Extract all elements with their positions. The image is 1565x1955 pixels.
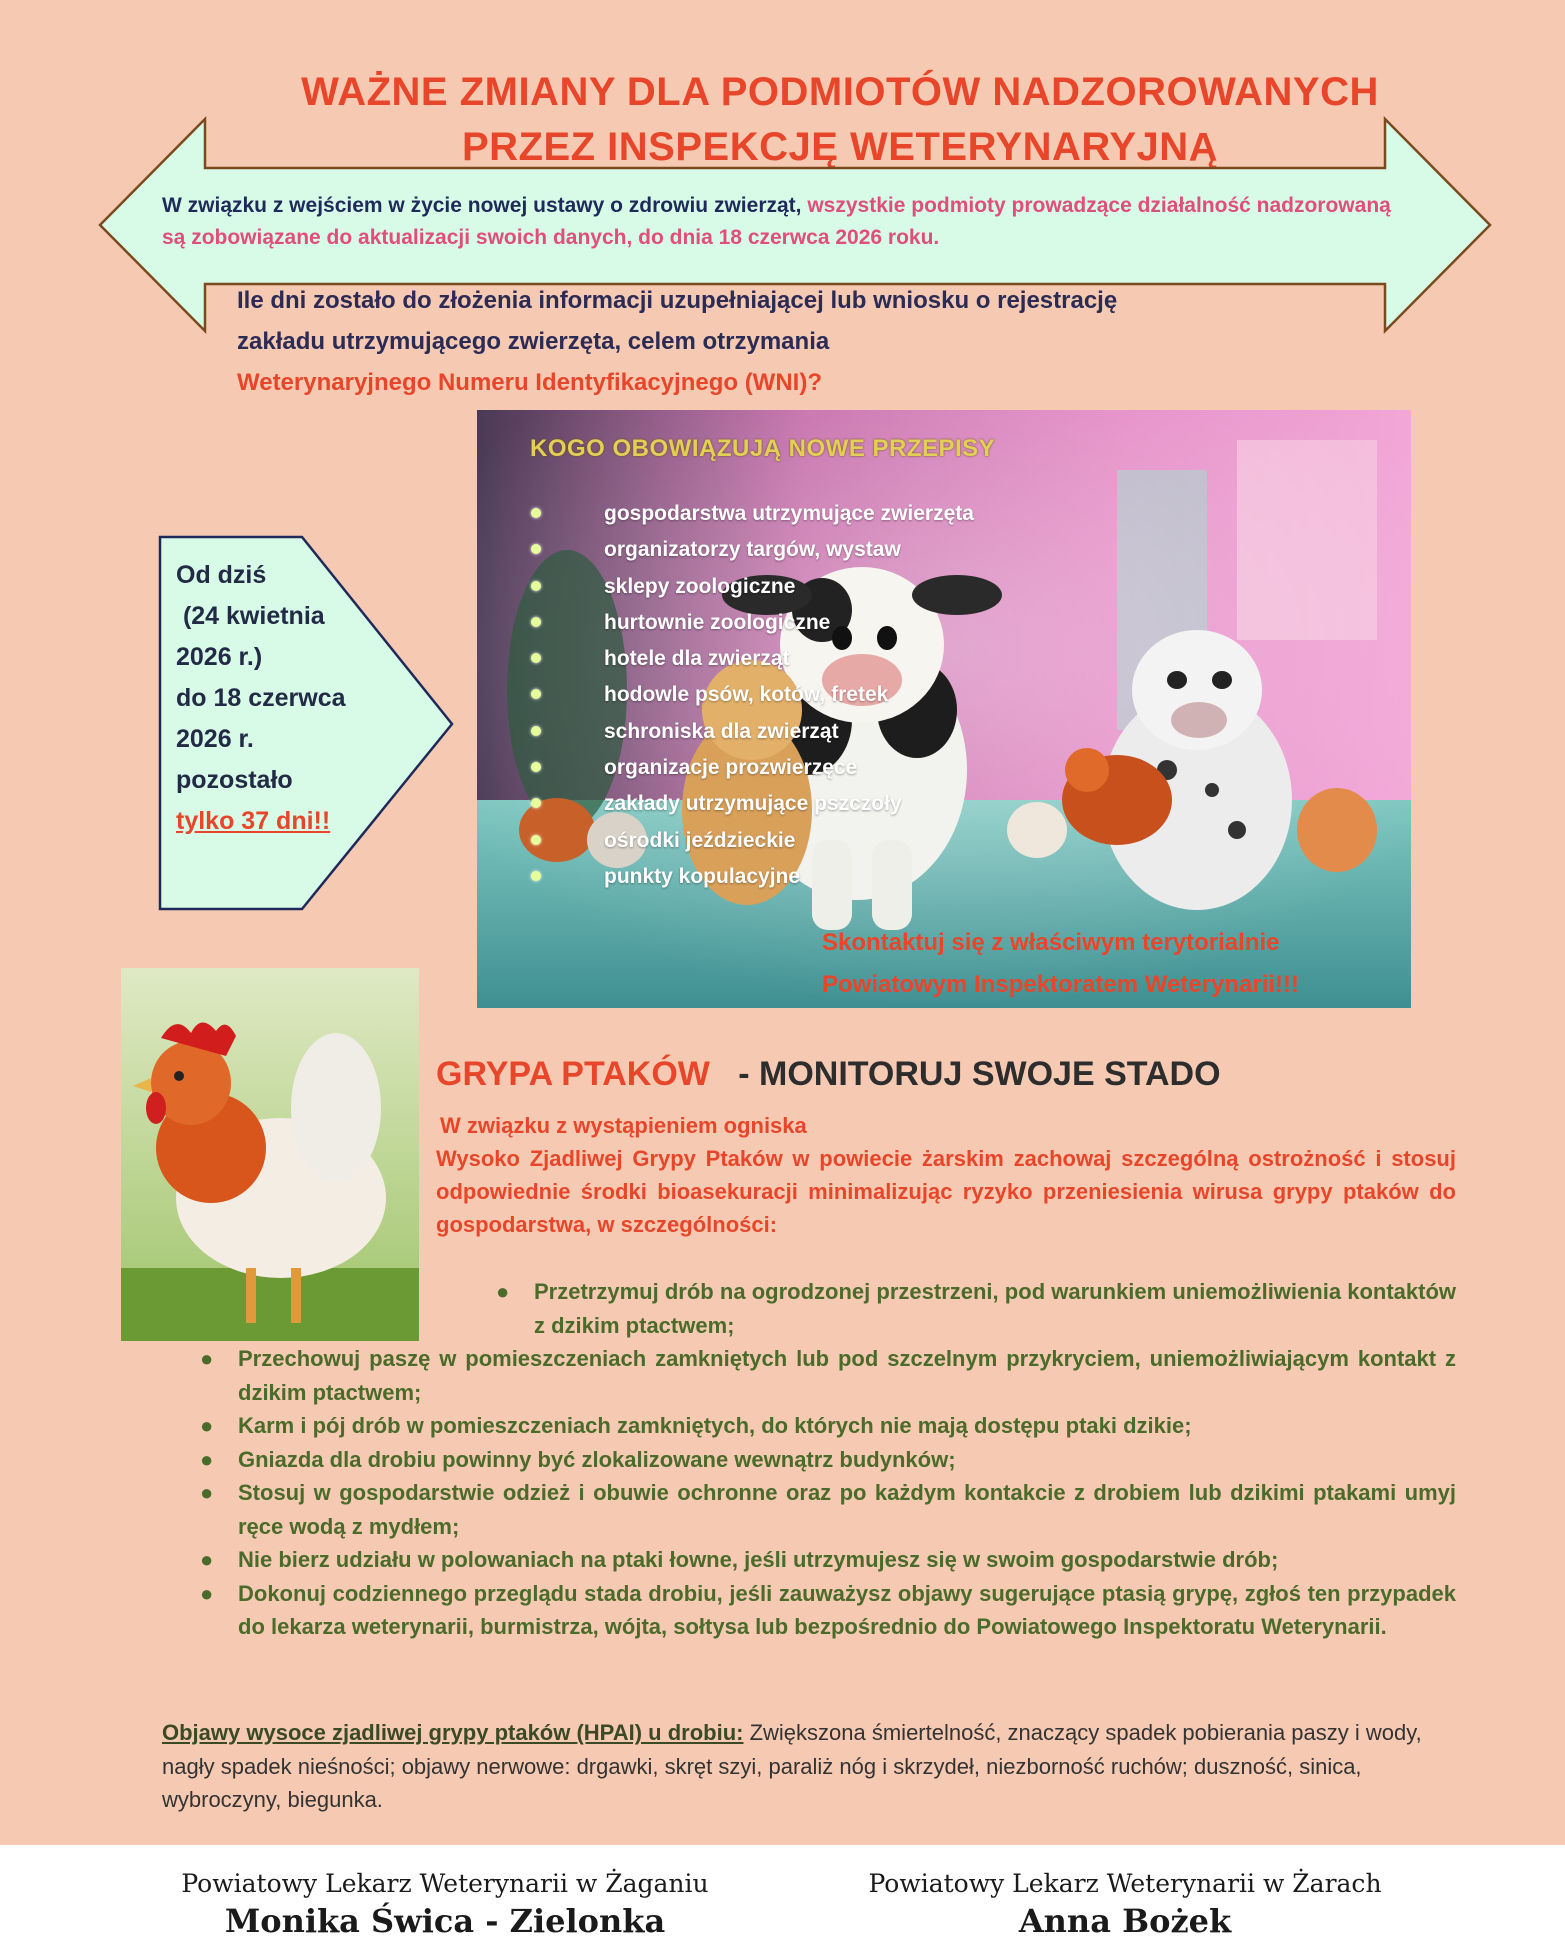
list-item: sklepy zoologiczne [528, 575, 974, 611]
bullet-icon [531, 508, 541, 518]
bullet-icon [531, 762, 541, 772]
list-item: hotele dla zwierząt [528, 647, 974, 683]
section-title [436, 1055, 1221, 1094]
contact-line2: Powiatowym Inspektoratem Weterynarii!!! [822, 971, 1299, 998]
grypa-intro [436, 1109, 1456, 1241]
list-item: ● Karm i pój drób w pomieszczeniach zamkniętych, do których nie mają dostępu ptaki dzikie; [200, 1409, 1456, 1443]
bullet-icon [531, 653, 541, 663]
bullet-icon [531, 689, 541, 699]
section-title-red: GRYPA PTAKÓW [436, 1055, 710, 1093]
signature-role: Powiatowy Lekarz Weterynarii w Żaganiu [181, 1869, 709, 1898]
bullet-icon [531, 581, 541, 591]
countdown-days-left: tylko 37 dni!! [176, 807, 331, 835]
bullet-icon: ● [496, 1279, 510, 1304]
arrow-banner-text [162, 190, 1402, 254]
list-item: ● Stosuj w gospodarstwie odzież i obuwie ochronne oraz po każdym kontakcie z drobiem lub dzikimi ptakami umyj ręce wodą z mydłem; [200, 1476, 1456, 1543]
list-item: organizacje prozwierzęce [528, 756, 974, 792]
list-item: hurtownie zoologiczne [528, 611, 974, 647]
list-item: ● Przechowuj paszę w pomieszczeniach zamkniętych lub pod szczelnym przykryciem, uniemożliwiającym kontakt z dzikim ptactwem; [200, 1342, 1456, 1409]
page-title-line2: PRZEZ INSPEKCJĘ WETERYNARYJNĄ [461, 125, 1219, 169]
countdown-text [176, 555, 396, 842]
list-item: ośrodki jeździeckie [528, 829, 974, 865]
biosecurity-list [200, 1275, 1456, 1644]
list-item: punkty kopulacyjne [528, 865, 974, 901]
signature-role: Powiatowy Lekarz Weterynarii w Żarach [868, 1869, 1382, 1898]
countdown-l1: Od dziś [176, 561, 267, 589]
contact-line1: Skontaktuj się z właściwym terytorialnie [822, 929, 1280, 956]
contact-note [822, 922, 1299, 1006]
section-title-dark: - MONITORUJ SWOJE STADO [738, 1055, 1221, 1093]
list-item: ● Nie bierz udziału w polowaniach na ptaki łowne, jeśli utrzymujesz się w swoim gospodarstwie drób; [200, 1543, 1456, 1577]
bullet-icon [531, 871, 541, 881]
countdown-l3: 2026 r.) [176, 643, 263, 671]
list-item: gospodarstwa utrzymujące zwierzęta [528, 502, 974, 538]
question-line3: Weterynaryjnego Numeru Identyfikacyjnego (WNI)? [237, 369, 822, 396]
question-line2: zakładu utrzymującego zwierzęta, celem otrzymania [237, 328, 830, 355]
bullet-icon [531, 726, 541, 736]
countdown-l5: 2026 r. [176, 725, 254, 753]
list-item: zakłady utrzymujące pszczoły [528, 792, 974, 828]
signature-right [820, 1866, 1430, 1940]
countdown-l6: pozostało [176, 766, 293, 794]
symptoms-heading: Objawy wysoce zjadliwej grypy ptaków (HPAI) u drobiu: [162, 1720, 744, 1745]
question-block [237, 280, 1237, 403]
bullet-icon: ● [200, 1480, 214, 1505]
bullet-icon [531, 798, 541, 808]
bullet-icon [531, 544, 541, 554]
countdown-l2: (24 kwietnia [176, 602, 325, 630]
signature-name: Anna Bożek [1018, 1902, 1232, 1940]
bullet-icon: ● [200, 1580, 214, 1606]
symptoms-paragraph [162, 1716, 1422, 1817]
intro-text: Wysoko Zjadliwej Grypy Ptaków w powiecie żarskim zachowaj szczególną ostrożność i stosuj odpowiednie środki bioasekuracji minimalizując ryzyko przeniesienia wirusa grypy ptaków do gospodarstwa, w szczególności: [436, 1146, 1456, 1237]
signature-left [140, 1866, 750, 1940]
bullet-icon: ● [200, 1446, 214, 1472]
bullet-icon: ● [200, 1547, 214, 1572]
list-item: organizatorzy targów, wystaw [528, 538, 974, 574]
countdown-l4: do 18 czerwca [176, 684, 346, 712]
symptoms-text: Zwiększona śmiertelność, znaczący spadek pobierania paszy i wody, nagły spadek nieśności; objawy nerwowe: drgawki, skręt szyi, paraliż nóg i skrzydeł, niezborność ruchów; duszność, sinica, wybroczyny, biegunka. [162, 1720, 1422, 1812]
intro-line1: W związku z wystąpieniem ogniska [440, 1113, 807, 1138]
list-item: hodowle psów, kotów, fretek [528, 683, 974, 719]
question-line1: Ile dni zostało do złożenia informacji uzupełniającej lub wniosku o rejestrację [237, 287, 1118, 314]
who-title: KOGO OBOWIĄZUJĄ NOWE PRZEPISY [530, 435, 996, 462]
signature-name: Monika Świca - Zielonka [224, 1902, 666, 1940]
bullet-icon: ● [200, 1346, 214, 1371]
list-item: ● Przetrzymuj drób na ogrodzonej przestrzeni, pod warunkiem uniemożliwienia kontaktów z dzikim ptactwem; [496, 1275, 1456, 1342]
list-item: ● Gniazda dla drobiu powinny być zlokalizowane wewnątrz budynków; [200, 1443, 1456, 1477]
arrow-text-intro: W związku z wejściem w życie nowej ustawy o zdrowiu zwierząt, [162, 194, 808, 217]
who-list [528, 502, 974, 901]
list-item: ● Dokonuj codziennego przeglądu stada drobiu, jeśli zauważysz objawy sugerujące ptasią grypę, zgłoś ten przypadek do lekarza weterynarii, burmistrza, wójta, sołtysa lub bezpośrednio do Powiatowego Inspektoratu Weterynarii. [200, 1577, 1456, 1644]
bullet-icon: ● [200, 1413, 214, 1438]
page-title-line1: WAŻNE ZMIANY DLA PODMIOTÓW NADZOROWANYCH [301, 70, 1379, 114]
list-item: schroniska dla zwierząt [528, 720, 974, 756]
bullet-icon [531, 835, 541, 845]
bullet-icon [531, 617, 541, 627]
arrow-text-highlight: wszystkie podmioty prowadzące działalność nadzorowaną są zobowiązane do aktualizacji swoich danych, do dnia 18 czerwca 2026 roku. [162, 194, 1391, 249]
